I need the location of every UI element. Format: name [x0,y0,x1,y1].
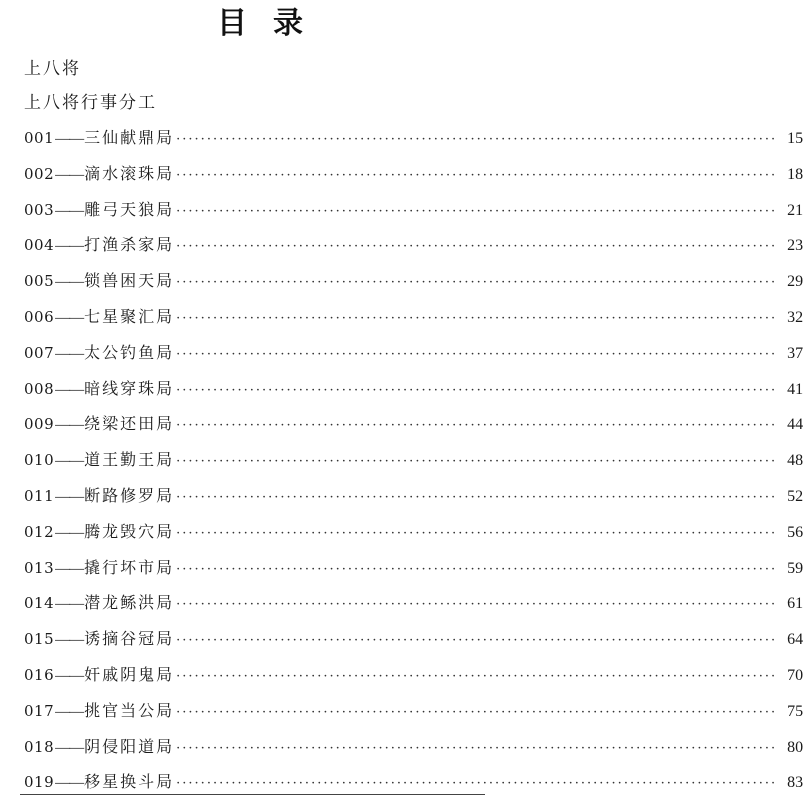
toc-entry[interactable] [24,482,803,518]
entry-title: 撬行坏市局 [84,557,175,577]
entry-page-number: 59 [787,559,803,577]
entry-page-number: 52 [787,487,803,505]
entry-number: 002 [24,164,55,183]
entry-page-number: 64 [787,631,803,649]
entry-number: 008 [24,379,55,398]
entry-title: 腾龙毁穴局 [84,521,175,541]
entry-separator: —— [55,488,84,505]
toc-entry[interactable] [24,339,803,375]
entry-separator: —— [55,345,84,362]
entry-number: 006 [24,307,55,326]
entry-title: 锁兽困天局 [84,271,175,291]
entry-page-number: 21 [787,201,803,219]
entry-title: 绕梁还田局 [84,414,175,434]
entry-number: 017 [24,701,55,720]
toc-entry[interactable] [24,410,803,446]
toc-entry[interactable] [24,267,803,303]
entry-number: 007 [24,343,55,362]
entry-page-number: 44 [787,416,803,434]
entry-page-number: 56 [787,523,803,541]
entry-title: 断路修罗局 [84,485,175,505]
entry-separator: —— [55,166,84,183]
entry-separator: —— [55,381,84,398]
toc-entry[interactable] [24,625,803,661]
dot-leader: ·································································································· [176,633,778,649]
entry-number: 013 [24,558,55,577]
toc-entry[interactable] [24,733,803,769]
dot-leader: ·································································································· [176,382,778,398]
dot-leader: ·································································································· [176,167,778,183]
entry-page-number: 61 [787,595,803,613]
entry-separator: —— [55,202,84,219]
table-of-contents [24,124,803,804]
entry-number: 018 [24,737,55,756]
entry-separator: —— [55,739,84,756]
entry-page-number: 18 [787,165,803,183]
entry-title: 道王勤王局 [84,450,175,470]
entry-page-number: 70 [787,666,803,684]
entry-separator: —— [55,131,84,147]
entry-separator: —— [55,560,84,577]
entry-number: 014 [24,594,55,613]
entry-separator: —— [55,667,84,684]
entry-number: 001 [24,129,55,147]
dot-leader: ·································································································· [176,132,778,147]
entry-number: 012 [24,522,55,541]
entry-separator: —— [55,596,84,613]
entry-number: 004 [24,236,55,255]
entry-separator: —— [55,632,84,649]
entry-page-number: 80 [787,738,803,756]
dot-leader: ·································································································· [176,346,778,362]
dot-leader: ·································································································· [176,489,778,505]
entry-separator: —— [55,453,84,470]
entry-number: 015 [24,630,55,649]
toc-entry[interactable] [24,375,803,411]
entry-page-number: 48 [787,452,803,470]
entry-number: 003 [24,200,55,219]
entry-number: 011 [24,486,55,505]
toc-entry[interactable] [24,446,803,482]
dot-leader: ·································································································· [176,275,778,291]
entry-page-number: 32 [787,308,803,326]
entry-separator: —— [55,703,84,720]
entry-number: 016 [24,665,55,684]
entry-separator: —— [55,775,84,792]
dot-leader: ·································································································· [176,561,778,577]
page-title: 目录 [217,6,329,41]
dot-leader: ·································································································· [176,668,778,684]
section-heading-shang-ba-jiang: 上八将 [24,59,81,79]
bottom-rule [20,794,485,795]
toc-entry[interactable] [24,196,803,232]
section-heading-division-of-duties: 上八将行事分工 [24,93,157,113]
toc-entry[interactable] [24,160,803,196]
dot-leader: ·································································································· [176,239,778,255]
entry-number: 009 [24,415,55,434]
entry-page-number: 37 [787,344,803,362]
entry-title: 奸戚阴鬼局 [84,664,175,684]
entry-separator: —— [55,309,84,326]
entry-page-number: 83 [787,774,803,792]
entry-title: 阴侵阳道局 [84,736,175,756]
entry-number: 019 [24,773,55,792]
entry-page-number: 29 [787,273,803,291]
toc-entry[interactable] [24,231,803,267]
toc-entry[interactable] [24,768,803,804]
entry-title: 潜龙鲧洪局 [84,593,175,613]
toc-entry[interactable] [24,303,803,339]
dot-leader: ·································································································· [176,418,778,434]
entry-number: 005 [24,272,55,291]
entry-title: 滴水滚珠局 [84,163,175,183]
toc-entry[interactable] [24,589,803,625]
dot-leader: ·································································································· [176,704,778,720]
entry-separator: —— [55,417,84,434]
entry-title: 挑官当公局 [84,700,175,720]
entry-title: 雕弓天狼局 [84,199,175,219]
dot-leader: ·································································································· [176,203,778,219]
toc-entry[interactable] [24,124,803,160]
entry-title: 七星聚汇局 [84,306,175,326]
entry-title: 太公钓鱼局 [84,342,175,362]
dot-leader: ·································································································· [176,525,778,541]
dot-leader: ·································································································· [176,740,778,756]
toc-entry[interactable] [24,554,803,590]
entry-title: 暗线穿珠局 [84,378,175,398]
entry-page-number: 41 [787,380,803,398]
toc-entry[interactable] [24,661,803,697]
entry-title: 诱摘谷冠局 [84,629,175,649]
entry-number: 010 [24,451,55,470]
entry-page-number: 15 [787,130,803,147]
entry-separator: —— [55,274,84,291]
entry-title: 三仙献鼎局 [84,128,175,147]
entry-page-number: 75 [787,702,803,720]
dot-leader: ·································································································· [176,597,778,613]
entry-separator: —— [55,524,84,541]
entry-title: 打渔杀家局 [84,235,175,255]
dot-leader: ·································································································· [176,454,778,470]
entry-title: 移星换斗局 [84,772,175,792]
dot-leader: ·································································································· [176,776,778,792]
entry-page-number: 23 [787,237,803,255]
toc-entry[interactable] [24,697,803,733]
dot-leader: ·································································································· [176,310,778,326]
entry-separator: —— [55,238,84,255]
toc-entry[interactable] [24,518,803,554]
